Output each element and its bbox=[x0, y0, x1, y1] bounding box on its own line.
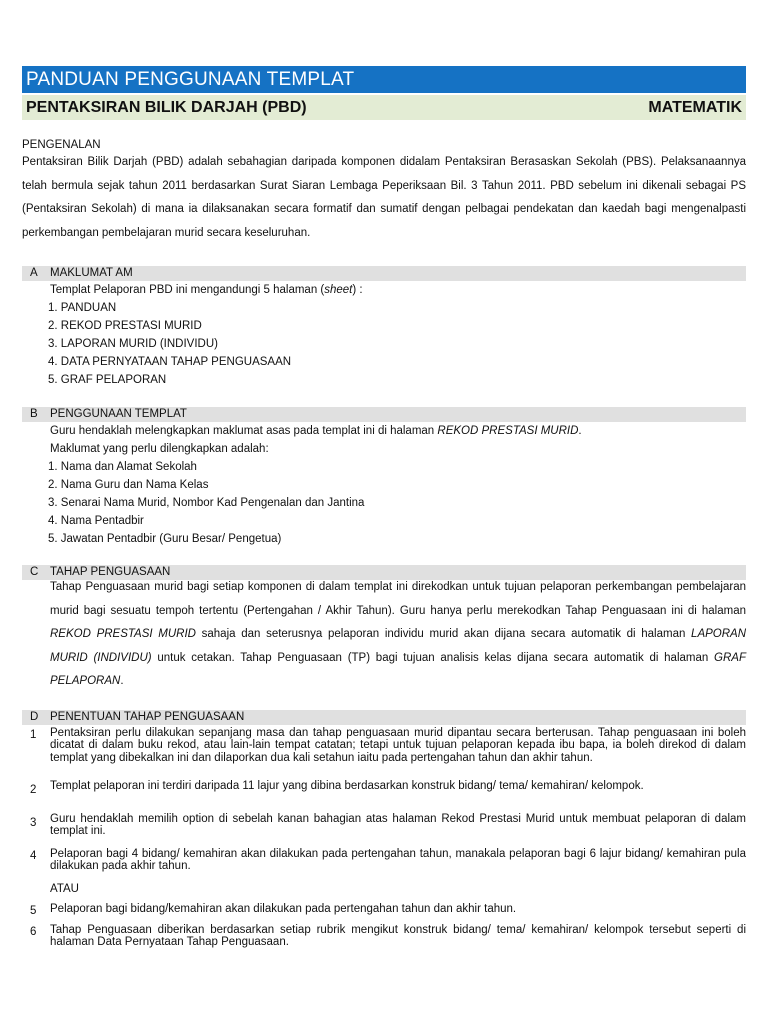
list-item bbox=[22, 813, 746, 838]
list-item: 5. GRAF PELAPORAN bbox=[48, 374, 167, 386]
item-number: 6 bbox=[30, 925, 37, 938]
section-c-letter: C bbox=[30, 566, 39, 578]
section-c-paragraph: Tahap Penguasaan murid bagi setiap komponen di dalam templat ini direkodkan untuk tujuan pelaporan perkembangan pembelajaran murid bagi sesuatu tempoh tertentu (Pertengahan / Akhir Tahun). Guru hanya perlu merekodkan Tahap Penguasaan ini di halaman REKOD PRESTASI MURID sahaja dan seterusnya pelaporan individu murid akan dijana secara automatik di halaman LAPORAN MURID (INDIVIDU) untuk cetakan. Tahap Penguasaan (TP) bagi tujuan analisis kelas dijana secara automatik di halaman GRAF PELAPORAN. bbox=[50, 581, 747, 687]
list-item: 2. Nama Guru dan Nama Kelas bbox=[48, 479, 209, 491]
list-item: 1. PANDUAN bbox=[48, 302, 117, 314]
section-b-lead: Guru hendaklah melengkapkan maklumat asas pada templat ini di halaman REKOD PRESTASI MURID. bbox=[50, 425, 582, 437]
item-text: Pelaporan bagi 4 bidang/ kemahiran akan dilakukan pada pertengahan tahun, manakala pelaporan bagi 6 lajur bidang/ kemahiran pula dilakukan pada akhir tahun. bbox=[50, 847, 746, 872]
document-title: PANDUAN PENGGUNAAN TEMPLAT bbox=[22, 66, 746, 93]
section-b-header bbox=[22, 407, 746, 422]
intro-paragraph: Pentaksiran Bilik Darjah (PBD) adalah sebahagian daripada komponen didalam Pentaksiran Berasaskan Sekolah (PBS). Pelaksanaannya telah bermula sejak tahun 2011 berdasarkan Surat Siaran Lembaga Peperiksaan Bil. 3 Tahun 2011. PBD sebelum ini dikenali sebagai PS (Pentaksiran Sekolah) di mana ia dilaksanakan secara formatif dan sumatif dengan pelbagai pendekatan dan kaedah bagi mengenalpasti perkembangan pembelajaran murid secara keseluruhan. bbox=[22, 156, 746, 239]
item-text: Tahap Penguasaan diberikan berdasarkan setiap rubrik mengikut konstruk bidang/ tema/ kemahiran/ kelompok tersebut seperti di halaman Data Pernyataan Tahap Penguasaan. bbox=[50, 923, 746, 948]
list-item: 3. LAPORAN MURID (INDIVIDU) bbox=[48, 338, 218, 350]
item-number: 2 bbox=[30, 784, 37, 796]
document-page bbox=[22, 66, 746, 961]
item-text: Pelaporan bagi bidang/kemahiran akan dilakukan pada pertengahan tahun dan akhir tahun. bbox=[50, 903, 517, 915]
subtitle-bar bbox=[22, 95, 746, 120]
document-subtitle: PENTAKSIRAN BILIK DARJAH (PBD) bbox=[26, 98, 307, 116]
list-item: 1. Nama dan Alamat Sekolah bbox=[48, 461, 197, 473]
section-d-letter: D bbox=[30, 710, 39, 723]
list-item bbox=[22, 780, 746, 797]
list-item: 4. DATA PERNYATAAN TAHAP PENGUASAAN bbox=[48, 356, 292, 368]
section-a-body bbox=[22, 281, 746, 389]
intro-heading: PENGENALAN bbox=[22, 139, 101, 151]
item-number: 5 bbox=[30, 905, 37, 917]
section-c-title: TAHAP PENGUASAAN bbox=[50, 566, 171, 578]
item-text: Pentaksiran perlu dilakukan sepanjang masa dan tahap penguasaan murid dipantau secara berterusan. Tahap penguasaan ini boleh dicatat di dalam buku rekod, atau lain-lain tempat catatan; tetapi untuk tujuan pelaporan kepada ibu bapa, ia boleh direkod di dalam templat yang dibekalkan ini dan dilaporkan dua kali setahun iaitu pada pertengahan tahun dan akhir tahun. bbox=[50, 726, 746, 764]
section-c-body bbox=[22, 576, 746, 694]
section-a-lead: Templat Pelaporan PBD ini mengandungi 5 halaman (sheet) : bbox=[50, 284, 363, 296]
list-item: 5. Jawatan Pentadbir (Guru Besar/ Pengetua) bbox=[48, 533, 282, 545]
item-text: Templat pelaporan ini terdiri daripada 11 lajur yang dibina berdasarkan konstruk bidang/ tema/ kemahiran/ kelompok. bbox=[50, 780, 644, 792]
section-b-title: PENGGUNAAN TEMPLAT bbox=[50, 408, 187, 420]
section-d-body bbox=[22, 725, 746, 961]
atau-label-row bbox=[22, 883, 746, 896]
section-d-title: PENENTUAN TAHAP PENGUASAAN bbox=[50, 710, 245, 723]
item-number: 4 bbox=[30, 849, 37, 862]
section-b-lead2: Maklumat yang perlu dilengkapkan adalah: bbox=[50, 443, 269, 455]
intro-section bbox=[22, 138, 746, 245]
section-b-letter: B bbox=[30, 408, 38, 420]
section-a-header bbox=[22, 266, 746, 281]
item-number: 3 bbox=[30, 816, 37, 829]
section-a-title: MAKLUMAT AM bbox=[50, 267, 133, 279]
list-item bbox=[22, 924, 746, 949]
section-d-header bbox=[22, 710, 746, 725]
list-item bbox=[22, 727, 746, 765]
subject-label: MATEMATIK bbox=[648, 98, 742, 116]
section-a-letter: A bbox=[30, 267, 38, 279]
list-item: 2. REKOD PRESTASI MURID bbox=[48, 320, 202, 332]
item-text: Guru hendaklah memilih option di sebelah kanan bahagian atas halaman Rekod Prestasi Murid untuk membuat pelaporan di dalam templat ini. bbox=[50, 812, 746, 837]
item-number: 1 bbox=[30, 728, 37, 741]
atau-label: ATAU bbox=[50, 882, 79, 895]
list-item bbox=[22, 848, 746, 873]
list-item bbox=[22, 903, 746, 918]
list-item: 4. Nama Pentadbir bbox=[48, 515, 144, 527]
section-b-body bbox=[22, 422, 746, 548]
list-item: 3. Senarai Nama Murid, Nombor Kad Pengenalan dan Jantina bbox=[48, 497, 365, 509]
